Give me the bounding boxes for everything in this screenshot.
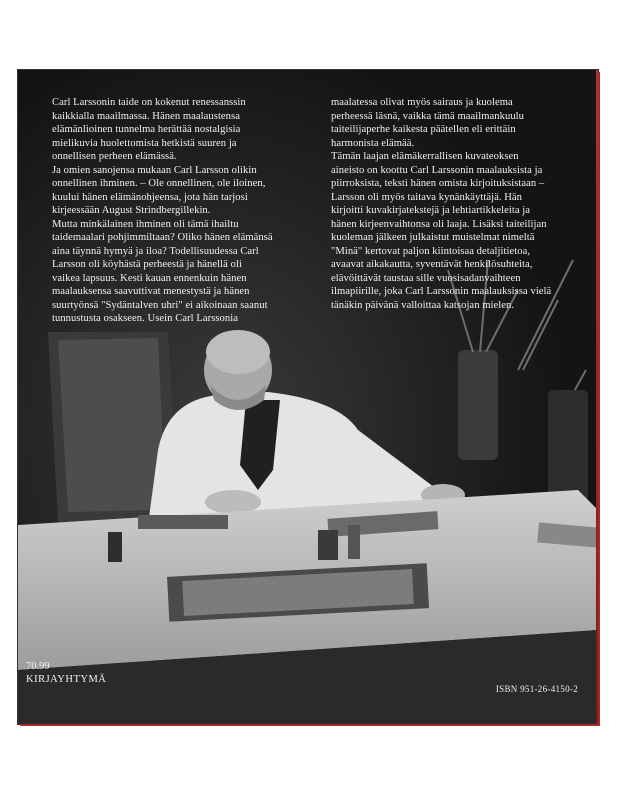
red-cover-edge xyxy=(596,70,598,724)
book-back-cover xyxy=(18,70,598,724)
publisher-name: KIRJAYHTYMÄ xyxy=(26,674,107,685)
description-right-column: maalatessa olivat myös sairaus ja kuolema perheessä läsnä, vaikka tämä maailmankuulu taiteilijaperhe kaikesta päätellen eli erittäin harmonista elämää. Tämän laajan elämäkerrallisen kuvateoksen aineisto on koottu Carl Larssonin maalauksista ja piirroksista, teksti hänen omista kirjoituksistaan – Larsson oli myös taitava kynänkäyttäjä. Hän kirjoitti kuvakirjatekstejä ja lehtiartikkeleita ja hänen kirjeenvaihtonsa oli laaja. Lisäksi taiteilijan kuoleman jälkeen julkaistut muistelmat nimeltä "Minä" kertovat paljon kiintoisaa detaljitietoa, avaavat aikakautta, syventävät henkilösuhteita, elävöittävät taustaa sille vuosisadanvaihteen ilmapiirille, joka Carl Larssonin maalauksissa vielä tänäkin päivänä valloittaa katsojan mielen. xyxy=(331,97,552,311)
price-label: 70.99 xyxy=(26,661,50,672)
isbn-number: ISBN 951-26-4150-2 xyxy=(495,684,578,694)
description-left-column: Carl Larssonin taide on kokenut renessanssin kaikkialla maailmassa. Hänen maalaustensa elämänlioinen tunnelma herättää nostalgisia mielikuvia huolettomista hetkistä suuren ja onnellisen perheen elämässä. Ja omien sanojensa mukaan Carl Larsson olikin onnellinen ihminen. – Ole onnellinen, ole iloinen, kuului hänen elämänohjeensa, jota hän tarjosi kirjeessään August Strindbergillekin. Mutta minkälainen ihminen oli tämä ihailtu taidemaalari pohjimmiltaan? Oliko hänen elämänsä aina täynnä hymyä ja iloa? Todellisuudessa Carl Larsson oli köyhästä perheestä ja hänellä oli vaikea lapsuus. Kesti kauan ennenkuin hänen maalauksensa saavuttivat menestystä ja hänen suurtyönsä "Sydäntalven uhri" ei aikoinaan saanut tunnustusta osakseen. Usein Carl Larssonia xyxy=(52,97,273,324)
price-publisher-block xyxy=(26,660,106,686)
